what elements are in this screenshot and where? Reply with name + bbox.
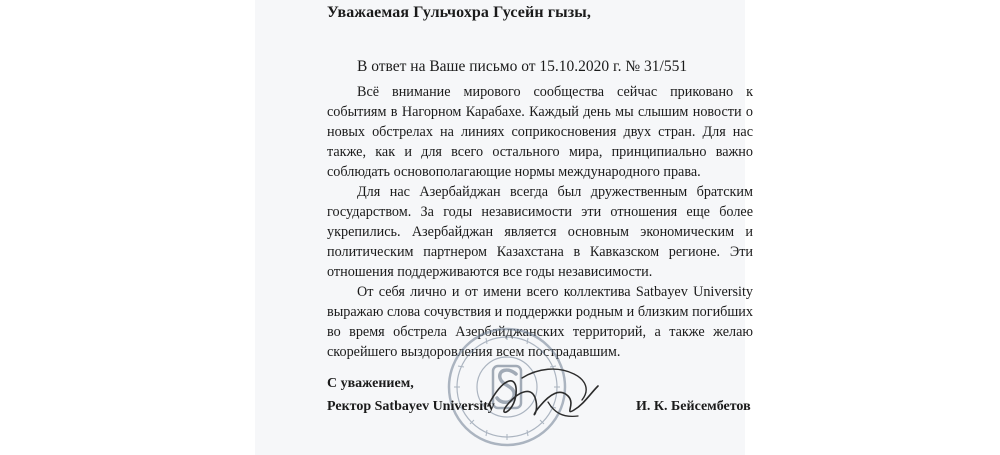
signature-icon (478, 356, 608, 436)
signer-name: И. К. Бейсембетов (636, 399, 751, 414)
paragraph-3: От себя лично и от имени всего коллектива Satbayev University выражаю слова сочувствия и поддержки родным и близким погибших во время обстрела Азербайджанских территорий, а также желаю скорейшего выздоровления всем пострадавшим. (327, 284, 753, 360)
signer-title: Ректор Satbayev University (327, 399, 495, 414)
paragraph-1: Всё внимание мирового сообщества сейчас приковано к событиям в Нагорном Карабахе. Каждый день мы слышим новости о новых обстрелах на линиях соприкосновения двух стран. Для нас также, как и для всего остального мира, принципиально важно соблюдать основополагающие нормы международного права. (327, 84, 753, 180)
paragraph-2: Для нас Азербайджан всегда был дружественным братским государством. За годы независимости эти отношения еще более укрепились. Азербайджан является основным экономическим и политическим партнером Казахстана в Кавказском регионе. Эти отношения поддерживаются все годы независимости. (327, 184, 753, 280)
greeting: Уважаемая Гульчохра Гусейн гызы, (327, 4, 591, 21)
closing: С уважением, (327, 376, 414, 391)
letter-body (327, 82, 753, 362)
reply-reference: В ответ на Ваше письмо от 15.10.2020 г. № 31/551 (357, 58, 688, 75)
